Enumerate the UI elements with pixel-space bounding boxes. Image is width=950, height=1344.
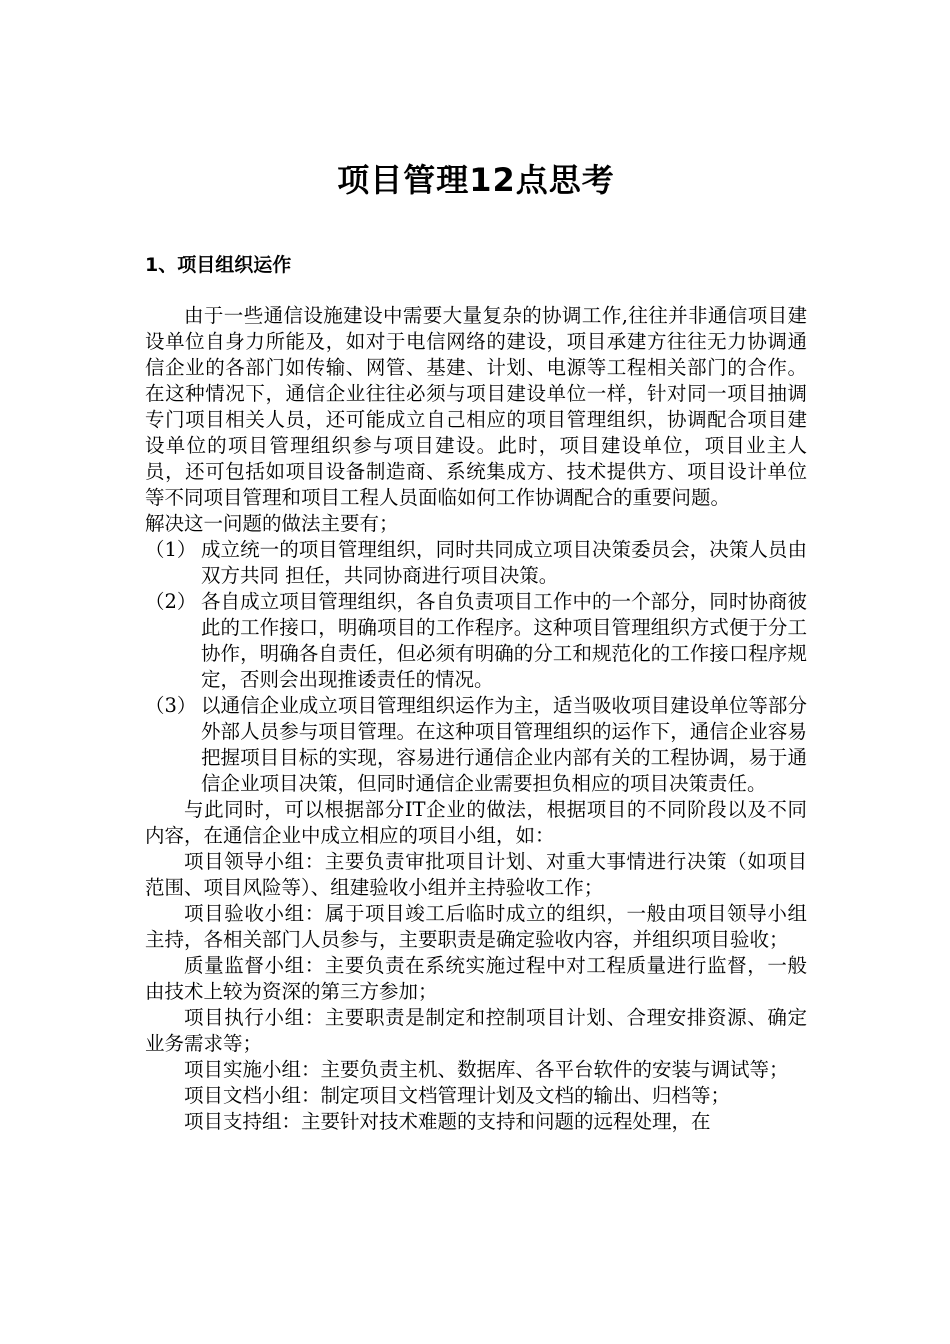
solution-item: [145, 537, 807, 589]
group-paragraph: 项目验收小组：属于项目竣工后临时成立的组织，一般由项目领导小组主持，各相关部门人员参与，主要职责是确定验收内容，并组织项目验收；: [145, 902, 807, 951]
solution-number: （3）: [145, 694, 197, 717]
solution-text: 成立统一的项目管理组织，同时共同成立项目决策委员会，决策人员由双方共同 担任，共同协商进行项目决策。: [201, 538, 807, 587]
intro-paragraph: 由于一些通信设施建设中需要大量复杂的协调工作,往往并非通信项目建设单位自身力所能及，如对于电信网络的建设，项目承建方往往无力协调通信企业的各部门如传输、网管、基建、计划、电源等工程相关部门的合作。在这种情况下，通信企业往往必须与项目建设单位一样，针对同一项目抽调专门项目相关人员，还可能成立自己相应的项目管理组织，协调配合项目建设单位的项目管理组织参与项目建设。此时，项目建设单位，项目业主人员，还可包括如项目设备制造商、系统集成方、技术提供方、项目设计单位等不同项目管理和项目工程人员面临如何工作协调配合的重要问题。: [145, 304, 807, 509]
document-body: [145, 303, 807, 1135]
groups-intro-paragraph: 与此同时，可以根据部分IT企业的做法，根据项目的不同阶段以及不同内容，在通信企业中成立相应的项目小组，如：: [145, 798, 807, 847]
solution-number: （1）: [145, 538, 197, 561]
section-heading: 1、项目组织运作: [145, 254, 292, 276]
document-title: 项目管理12点思考: [337, 161, 615, 199]
solution-number: （2）: [145, 590, 197, 613]
group-paragraph: 项目领导小组：主要负责审批项目计划、对重大事情进行决策（如项目范围、项目风险等）、组建验收小组并主持验收工作；: [145, 850, 807, 899]
solutions-lead: 解决这一问题的做法主要有；: [145, 512, 399, 535]
solution-item: [145, 589, 807, 693]
group-paragraph: 项目执行小组：主要职责是制定和控制项目计划、合理安排资源、确定业务需求等；: [145, 1006, 807, 1055]
group-paragraph: 质量监督小组：主要负责在系统实施过程中对工程质量进行监督，一般由技术上较为资深的第三方参加；: [145, 954, 807, 1003]
solution-text: 以通信企业成立项目管理组织运作为主，适当吸收项目建设单位等部分外部人员参与项目管理。在这种项目管理组织的运作下，通信企业容易把握项目目标的实现，容易进行通信企业内部有关的工程协调，易于通信企业项目决策，但同时通信企业需要担负相应的项目决策责任。: [201, 694, 807, 795]
group-paragraph: 项目实施小组：主要负责主机、数据库、各平台软件的安装与调试等；: [184, 1058, 789, 1081]
solution-item: [145, 693, 807, 797]
solution-text: 各自成立项目管理组织，各自负责项目工作中的一个部分，同时协商彼此的工作接口，明确项目的工作程序。这种项目管理组织方式便于分工协作，明确各自责任，但必须有明确的分工和规范化的工作接口程序规定，否则会出现推诿责任的情况。: [201, 590, 807, 691]
group-paragraph: 项目文档小组：制定项目文档管理计划及文档的输出、归档等；: [184, 1084, 731, 1107]
group-paragraph: 项目支持组：主要针对技术难题的支持和问题的远程处理，在: [184, 1110, 711, 1133]
